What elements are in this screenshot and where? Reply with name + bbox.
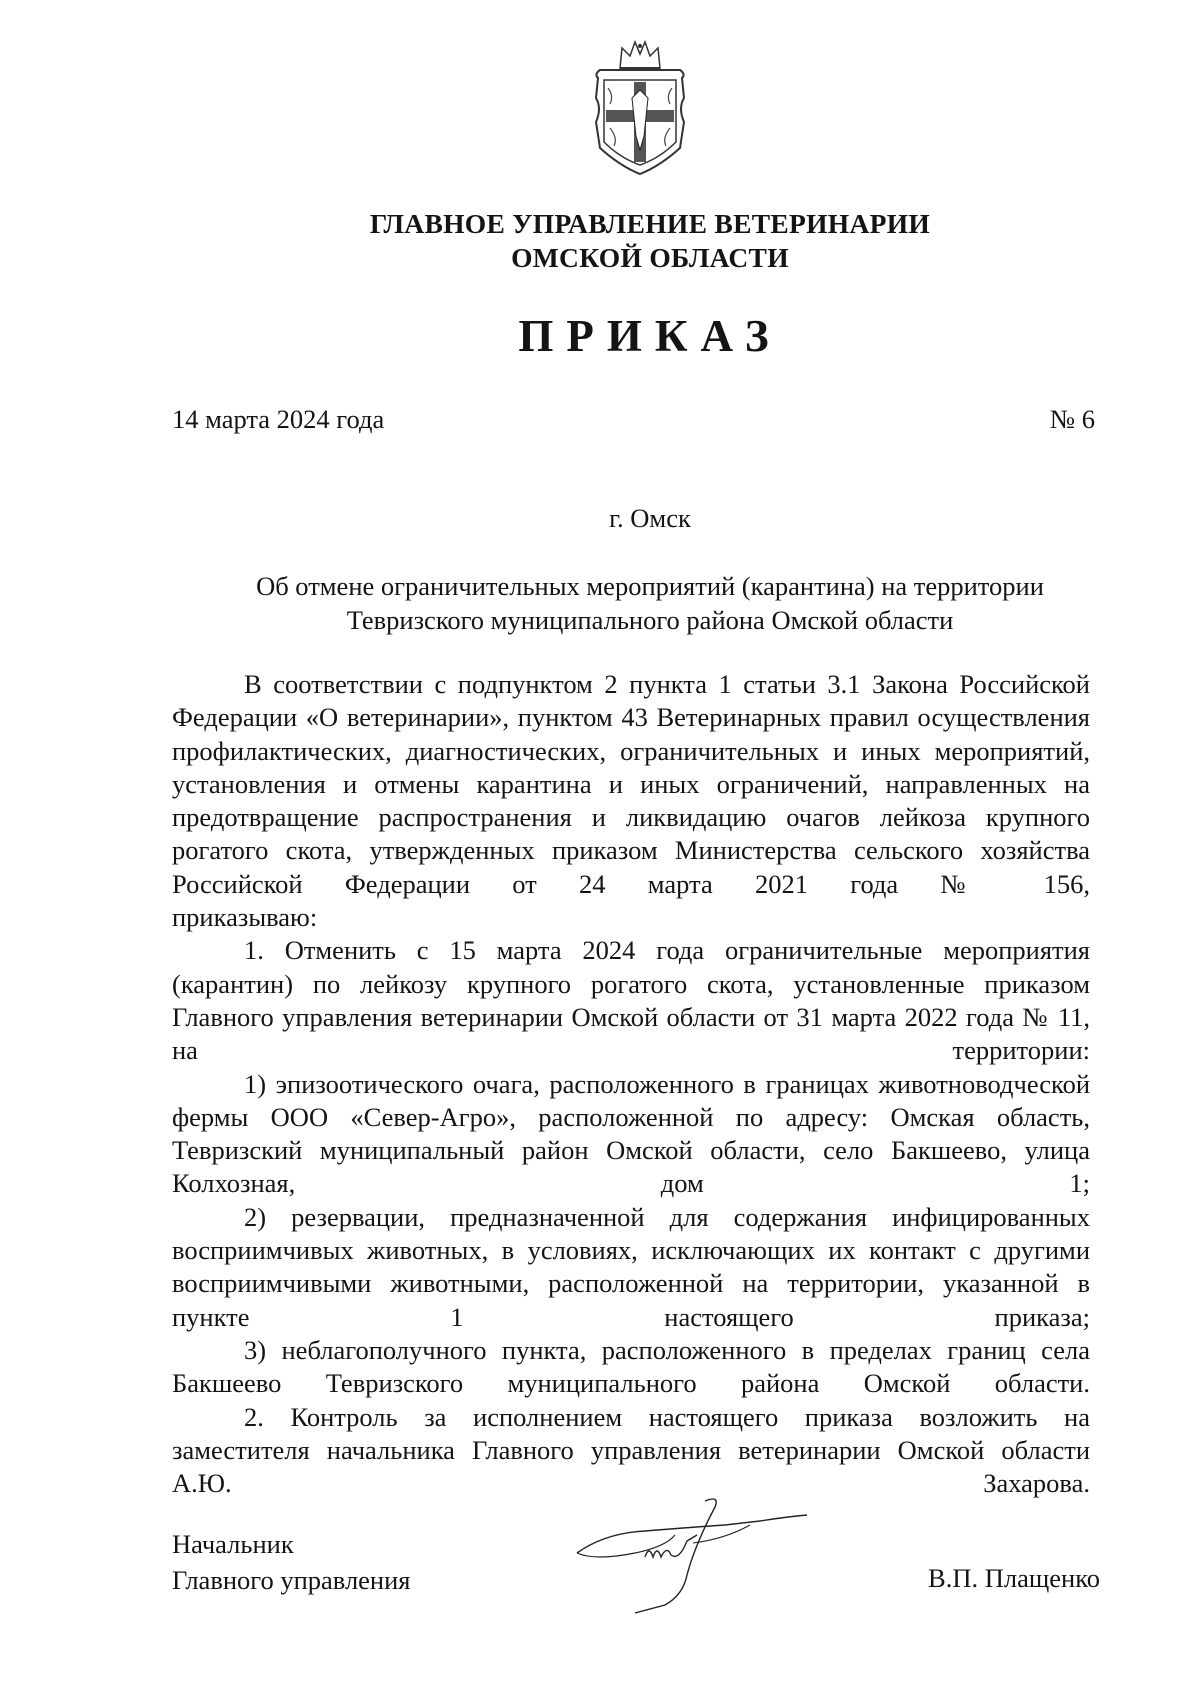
document-body	[172, 668, 1090, 1500]
document-date: 14 марта 2024 года	[172, 404, 385, 434]
item-1-2-paragraph: 2) резервации, предназначенной для содержания инфицированных восприимчивых животных, в условиях, исключающих их контакт с другими восприимчивыми животными, расположенной на территории, указанной в пункте 1 настоящего приказа;	[172, 1201, 1090, 1332]
document-number: № 6	[1049, 404, 1095, 434]
subject-line2: Тевризского муниципального района Омской области	[346, 605, 954, 635]
signatory-name: В.П. Плащенко	[928, 1563, 1100, 1593]
item-1-3-paragraph: 3) неблагополучного пункта, расположенного в пределах границ села Бакшеево Тевризского муниципального района Омской области.	[172, 1334, 1090, 1399]
document-city: г. Омск	[609, 503, 691, 533]
document-type-title: ПРИКАЗ	[518, 311, 782, 361]
handwritten-signature	[575, 1495, 810, 1615]
preamble-paragraph: В соответствии с подпунктом 2 пункта 1 статьи 3.1 Закона Российской Федерации «О ветеринарии», пунктом 43 Ветеринарных правил осуществления профилактических, диагностических, ограничительных и иных мероприятий, установления и отмены карантина и иных ограничений, направленных на предотвращение распространения и ликвидацию очагов лейкоза крупного рогатого скота, утвержденных приказом Министерства сельского хозяйства Российской Федерации от 24 марта 2021 года № 156,	[172, 669, 1090, 899]
signatory-role	[172, 1526, 411, 1598]
item-2-paragraph: 2. Контроль за исполнением настоящего приказа возложить на заместителя начальника Главного управления ветеринарии Омской области А.Ю. Захарова.	[172, 1401, 1090, 1499]
order-word: приказываю:	[172, 902, 318, 933]
organization-name-line2: ОМСКОЙ ОБЛАСТИ	[511, 242, 789, 273]
item-1-paragraph: 1. Отменить с 15 марта 2024 года ограничительные мероприятия (карантин) по лейкозу крупного рогатого скота, установленные приказом Главного управления ветеринарии Омской области от 31 марта 2022 года № 11, на территории:	[172, 935, 1090, 1066]
coat-of-arms-icon	[590, 38, 691, 178]
subject-line1: Об отмене ограничительных мероприятий (карантина) на территории	[256, 571, 1044, 601]
item-1-1-paragraph: 1) эпизоотического очага, расположенного в границах животноводческой фермы ООО «Север-Агро», расположенной по адресу: Омская область, Тевризский муниципальный район Омской области, село Бакшеево, улица Колхозная, дом 1;	[172, 1068, 1090, 1199]
organization-name-line1: ГЛАВНОЕ УПРАВЛЕНИЕ ВЕТЕРИНАРИИ	[369, 208, 931, 239]
signatory-role-line1: Начальник	[172, 1529, 294, 1559]
signatory-role-line2: Главного управления	[172, 1565, 411, 1595]
